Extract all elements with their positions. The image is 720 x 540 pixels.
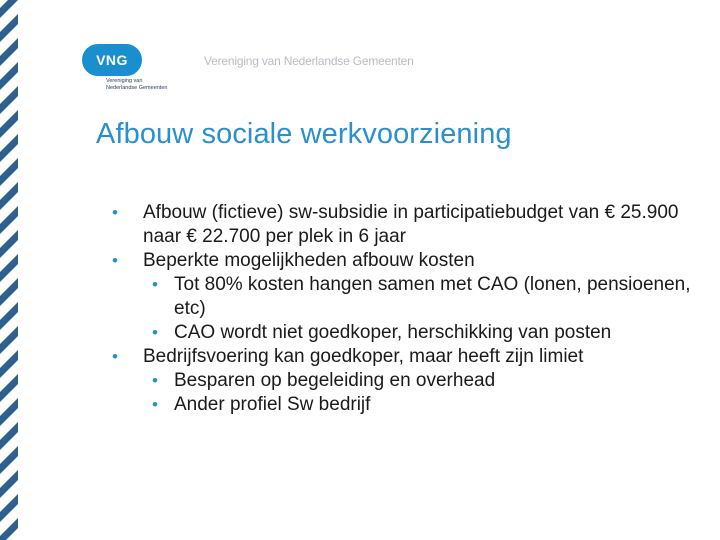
stripe xyxy=(0,134,18,162)
stripe xyxy=(0,350,18,378)
vng-logo xyxy=(82,44,182,96)
stripe xyxy=(0,494,18,522)
stripe xyxy=(0,158,18,186)
sub-bullet-item xyxy=(112,273,702,321)
stripe xyxy=(0,278,18,306)
bullet-text: Besparen op begeleiding en overhead xyxy=(174,370,496,391)
vng-logo-subtitle xyxy=(106,78,196,91)
stripe xyxy=(0,518,18,540)
stripe xyxy=(0,14,18,42)
vng-logo-subtitle-line2: Nederlandse Gemeenten xyxy=(106,84,168,91)
bullet-text: Ander profiel Sw bedrijf xyxy=(174,394,371,415)
bullet-dot-icon: • xyxy=(152,323,158,342)
bullet-dot-icon: • xyxy=(112,251,118,270)
stripe xyxy=(0,62,18,90)
bullet-item xyxy=(112,249,702,273)
bullet-dot-icon: • xyxy=(152,395,158,414)
stripe xyxy=(0,302,18,330)
slide-title: Afbouw sociale werkvoorziening xyxy=(96,118,512,150)
bullet-dot-icon: • xyxy=(112,203,118,222)
stripe xyxy=(0,38,18,66)
vng-logo-text: VNG xyxy=(90,51,134,69)
bullet-dot-icon: • xyxy=(152,275,158,294)
stripe xyxy=(0,470,18,498)
bullet-text: Afbouw (fictieve) sw-subsidie in participatiebudget van € 25.900 naar € 22.700 per plek in 6 jaar xyxy=(143,202,679,247)
vng-logo-subtitle-line1: Vereniging van xyxy=(106,78,143,84)
stripe xyxy=(0,326,18,354)
decorative-stripe-band xyxy=(0,0,18,540)
sub-bullet-item xyxy=(112,393,702,417)
stripe xyxy=(0,0,18,18)
stripe xyxy=(0,398,18,426)
stripe xyxy=(0,230,18,258)
bullet-item xyxy=(112,345,702,369)
bullet-text: Beperkte mogelijkheden afbouw kosten xyxy=(143,250,475,271)
stripe xyxy=(0,374,18,402)
stripe xyxy=(0,446,18,474)
sub-bullet-item xyxy=(112,321,702,345)
bullet-item xyxy=(112,201,702,249)
bullet-text: CAO wordt niet goedkoper, herschikking van posten xyxy=(174,322,612,343)
stripe xyxy=(0,110,18,138)
stripe xyxy=(0,182,18,210)
diagonal-stripes xyxy=(0,0,18,540)
stripe xyxy=(0,86,18,114)
bullet-text: Bedrijfsvoering kan goedkoper, maar heeft zijn limiet xyxy=(143,346,584,367)
bullet-dot-icon: • xyxy=(112,347,118,366)
organization-name: Vereniging van Nederlandse Gemeenten xyxy=(204,54,414,68)
bullet-text: Tot 80% kosten hangen samen met CAO (lonen, pensioenen, etc) xyxy=(174,274,691,319)
sub-bullet-item xyxy=(112,369,702,393)
bullet-dot-icon: • xyxy=(152,371,158,390)
stripe xyxy=(0,254,18,282)
vng-logo-badge xyxy=(82,44,142,76)
stripe xyxy=(0,422,18,450)
stripe xyxy=(0,206,18,234)
bullet-list xyxy=(112,201,702,417)
